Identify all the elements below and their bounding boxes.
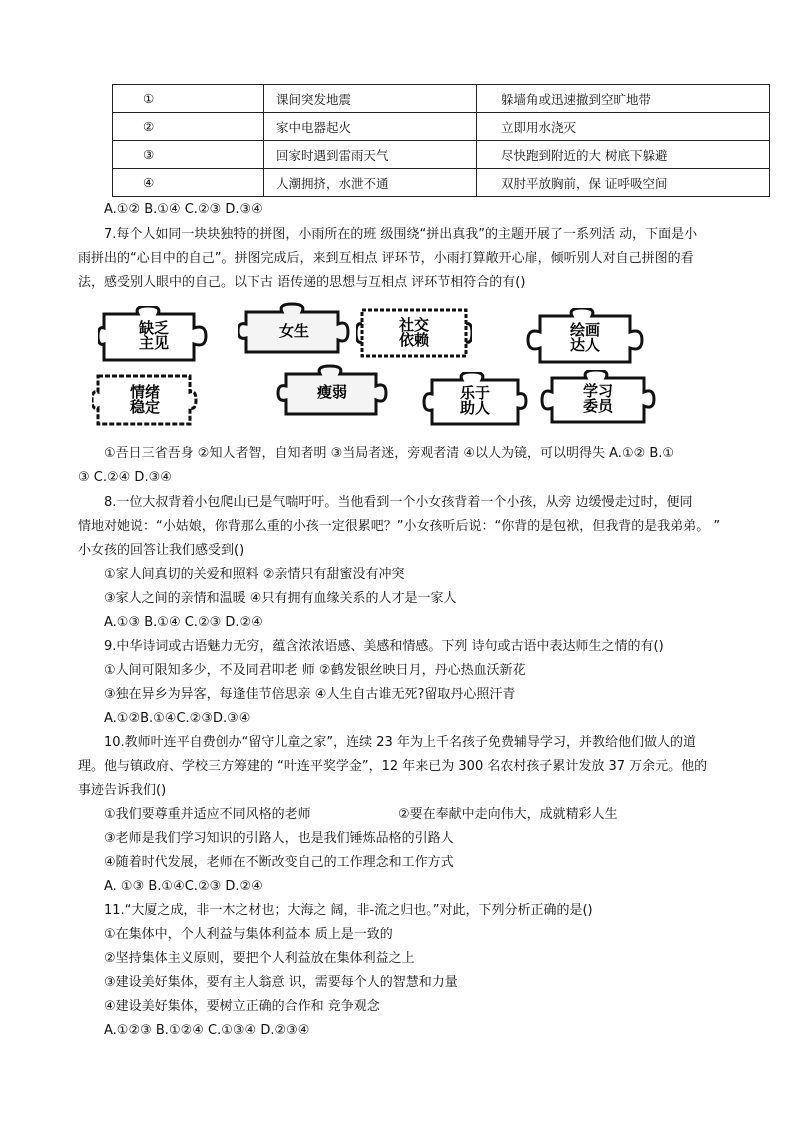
puzzle-piece-stable-mood xyxy=(92,370,198,430)
q9-options: A.①②B.①④C.②③D.③④ xyxy=(104,711,251,726)
q10-stem-line-3: 事迹告诉我们() xyxy=(78,783,167,798)
table-row xyxy=(113,113,770,141)
puzzle-piece-social-dependence xyxy=(356,304,472,362)
piece-text: 学习 xyxy=(582,382,613,400)
row-situation: 人潮拥挤，水泄不通 xyxy=(264,169,477,197)
piece-text: 社交 xyxy=(398,316,429,334)
q7-stem-line-1: 7.每个人如同一块块独特的拼图，小雨所在的班 级围绕“拼出真我”的主题开展了一系列活 动，下面是小 xyxy=(104,227,698,242)
safety-scenario-table xyxy=(112,84,770,197)
row-number: ④ xyxy=(113,169,264,197)
row-action: 双肘平放胸前，保 证呼吸空间 xyxy=(477,169,770,197)
q7-stem-line-3: 法，感受别人眼中的自己。以下古 语传递的思想与互相点 评环节相符合的有() xyxy=(78,275,526,290)
q7-stem-line-2: 雨拼出的“心目中的自己”。拼图完成后，来到互相点 评环节，小雨打算敞开心扉，倾听别人对自己拼图的看 xyxy=(78,251,694,266)
piece-text: 委员 xyxy=(582,397,613,415)
puzzle-piece-lacks-opinion xyxy=(98,306,210,366)
q10-statement-1: ①我们要尊重并适应不同风格的老师 xyxy=(104,807,311,822)
puzzle-piece-study-committee xyxy=(540,370,656,428)
table-row xyxy=(113,85,770,113)
row-action: 尽快跑到附近的大 树底下躲避 xyxy=(477,141,770,169)
q11-statement-3: ③建设美好集体，要有主人翁意 识，需要每个人的智慧和力量 xyxy=(104,975,458,990)
table-row xyxy=(113,141,770,169)
q8-stem-line-1: 8.一位大叔背着小包爬山已是气喘吁吁。当他看到一个小女孩背着一个小孩，从旁 边缓慢走过时，便同 xyxy=(104,495,693,510)
q7-options-line-1: ①吾日三省吾身 ②知人者智，自知者明 ③当局者迷，旁观者清 ④以人为镜，可以明得失 A.①② B.① xyxy=(104,446,675,461)
piece-text: 缺乏 xyxy=(138,319,169,337)
q8-statements-1: ①家人间真切的关爱和照料 ②亲情只有甜蜜没有冲突 xyxy=(104,567,405,582)
puzzle-piece-painting-expert xyxy=(526,308,644,368)
q9-stem: 9.中华诗词或古语魅力无穷，蕴含浓浓语感、美感和情感。下列 诗句或古语中表达师生之情的有() xyxy=(104,639,664,654)
q8-stem-line-2: 情地对她说：“小姑娘，你背那么重的小孩一定很累吧？”小女孩听后说：“你背的是包袱，但我背的是我弟弟。 ” xyxy=(78,519,721,534)
piece-text: 女生 xyxy=(278,321,309,340)
row-number: ② xyxy=(113,113,264,141)
puzzle-piece-helpful xyxy=(422,372,528,430)
row-action: 躲墙角或迅速撤到空旷地带 xyxy=(477,85,770,113)
table-row xyxy=(113,169,770,197)
piece-text: 助人 xyxy=(459,399,490,417)
q10-statement-4: ④随着时代发展，老师在不断改变自己的工作理念和工作方式 xyxy=(104,855,454,870)
q11-options: A.①②③ B.①②④ C.①③④ D.②③④ xyxy=(104,1023,310,1038)
row-situation: 课间突发地震 xyxy=(264,85,477,113)
q10-statement-3: ③老师是我们学习知识的引路人，也是我们锤炼品格的引路人 xyxy=(104,831,454,846)
row-situation: 回家时遇到雷雨天气 xyxy=(264,141,477,169)
puzzle-pieces xyxy=(90,300,670,430)
piece-text: 情绪 xyxy=(129,383,160,401)
piece-text: 稳定 xyxy=(129,398,160,416)
q8-statements-2: ③家人之间的亲情和温暖 ④只有拥有血缘关系的人才是一家人 xyxy=(104,591,457,606)
piece-text: 达人 xyxy=(569,336,600,354)
q7-options-line-2: ③ C.②④ D.③④ xyxy=(78,470,172,485)
puzzle-piece-girl xyxy=(238,302,350,360)
piece-text: 依赖 xyxy=(398,331,429,349)
q8-options: A.①③ B.①④ C.②③ D.②④ xyxy=(104,615,263,630)
piece-text: 主见 xyxy=(138,334,169,352)
piece-text: 乐于 xyxy=(459,384,490,402)
q11-statement-2: ②坚持集体主义原则，要把个人利益放在集体利益之上 xyxy=(104,951,415,966)
row-action: 立即用水浇灭 xyxy=(477,113,770,141)
q10-stem-line-2: 理。他与镇政府、学校三方筹建的 “叶连平奖学金”，12 年来已为 300 名农村孩子累计发放 37 万余元。他的 xyxy=(78,759,708,774)
q9-statements-2: ③独在异乡为异客，每逢佳节倍思亲 ④人生自古谁无死?留取丹心照汗青 xyxy=(104,687,516,702)
q10-statement-2: ②要在奉献中走向伟大，成就精彩人生 xyxy=(398,807,618,822)
piece-text: 绘画 xyxy=(569,321,600,339)
piece-text: 瘦弱 xyxy=(316,382,347,401)
row-situation: 家中电器起火 xyxy=(264,113,477,141)
row-number: ③ xyxy=(113,141,264,169)
q10-options: A. ①③ B.①④C.②③ D.②④ xyxy=(104,879,263,894)
q11-statement-1: ①在集体中，个人利益与集体利益本 质上是一致的 xyxy=(104,927,393,942)
q9-statements-1: ①人间可限知多少，不及同君叩老 师 ②鹤发银丝映日月，丹心热血沃新花 xyxy=(104,663,526,678)
puzzle-piece-thin xyxy=(276,364,388,420)
row-number: ① xyxy=(113,85,264,113)
q10-stem-line-1: 10.教师叶连平自费创办“留守儿童之家”，连续 23 年为上千名孩子免费辅导学习，并教给他们做人的道 xyxy=(104,735,696,750)
q8-stem-line-3: 小女孩的回答让我们感受到() xyxy=(78,543,245,558)
q11-stem: 11.“大厦之成，非一木之材也；大海之 阔，非-流之归也。”对此，下列分析正确的是() xyxy=(104,903,593,918)
q11-statement-4: ④建设美好集体，要树立正确的合作和 竞争观念 xyxy=(104,999,380,1014)
q6-options: A.①② B.①④ C.②③ D.③④ xyxy=(104,202,263,217)
